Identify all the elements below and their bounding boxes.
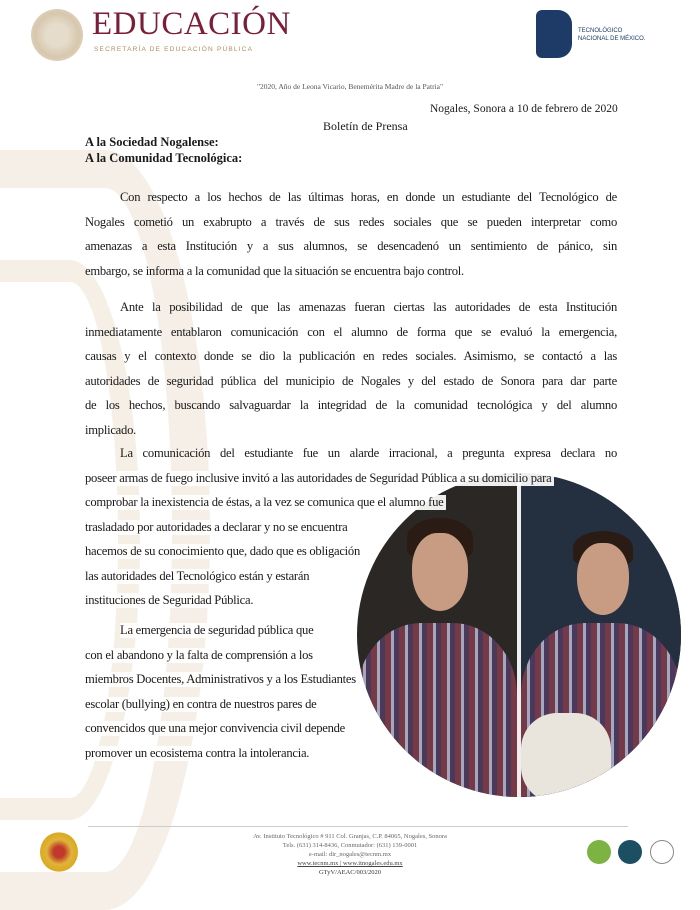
paragraph-line: promover un ecosistema contra la intolerancia. <box>85 746 312 761</box>
paragraph-line: con el abandono y la falta de comprensión a los <box>85 648 316 663</box>
edu-title: EDUCACIÓN <box>92 6 291 42</box>
footer-links[interactable]: www.tecnm.mx | www.itnogales.edu.mx <box>297 860 403 867</box>
paragraph-line: comprobar la inexistencia de éstas, a la vez se comunica que el alumno fue <box>85 495 446 510</box>
paragraph-line: causas y el contexto donde se dio la publicación en redes sociales. Asimismo, se contactó a las <box>85 349 617 363</box>
paragraph-line: inmediatamente entablaron comunicación con el alumno de forma que se evaluó la emergencia, <box>85 324 617 339</box>
footer-address: Av. Instituto Tecnológico # 911 Col. Granjas, C.P. 84065, Nogales, Sonora <box>253 833 447 840</box>
paragraph-line: miembros Docentes, Administrativos y a los Estudiantes <box>85 672 359 687</box>
date: Nogales, Sonora a 10 de febrero de 2020 <box>430 103 618 115</box>
watermark-decoration <box>0 260 140 820</box>
paragraph-line: escolar (bullying) en contra de nuestros pares de <box>85 697 320 712</box>
paragraph-line: las autoridades del Tecnológico están y estarán <box>85 569 312 584</box>
paragraph-line: Con respecto a los hechos de las últimas horas, en donde un estudiante del Tecnológico de <box>120 190 617 204</box>
footer-email: e-mail: dir_nogales@tecnm.mx <box>308 851 392 858</box>
footer-code: GTyV/AEAC/003/2020 <box>318 869 382 876</box>
paragraph-line: Nogales cometió un exabrupto a través de sus redes sociales que se pueden interpretar como <box>85 214 617 229</box>
mexico-seal-logo <box>31 9 83 61</box>
paragraph-line: trasladado por autoridades a declarar y no se encuentra <box>85 520 350 535</box>
paragraph-line: poseer armas de fuego inclusive invitó a las autoridades de Seguridad Pública a su domicilio para <box>85 471 554 486</box>
paragraph-line: de los hechos, buscando salvaguardar la integridad de la comunidad tecnológica y del alumno <box>85 398 617 412</box>
motto: "2020, Año de Leona Vicario, Benemérita Madre de la Patria" <box>256 82 444 91</box>
paragraph-line: hacemos de su conocimiento que, dado que es obligación <box>85 544 363 559</box>
document-title: Boletín de Prensa <box>323 119 408 133</box>
addressee: A la Sociedad Nogalense: <box>85 135 219 149</box>
paragraph-line: La comunicación del estudiante fue un alarde irracional, a pregunta expresa declara no <box>120 446 617 460</box>
student-photo <box>357 473 681 797</box>
footer-phones: Tels. (631) 314-8436, Conmutador: (631) 139-0001 <box>282 842 418 849</box>
addressee: A la Comunidad Tecnológica: <box>85 151 243 165</box>
edu-subtitle: SECRETARÍA DE EDUCACIÓN PÚBLICA <box>94 46 254 53</box>
tecnm-line1: TECNOLÓGICO <box>578 28 623 34</box>
paragraph-line: La emergencia de seguridad pública que <box>120 623 316 638</box>
paragraph-line: instituciones de Seguridad Pública. <box>85 593 256 608</box>
footer-divider <box>88 826 628 827</box>
tecnm-line2: NACIONAL DE MÉXICO. <box>578 36 646 42</box>
paragraph-line: autoridades de seguridad pública del municipio de Nogales y del estado de Sonora para dar parte <box>85 373 617 388</box>
paragraph-line: embargo, se informa a la comunidad que la situación se encuentra bajo control. <box>85 263 464 278</box>
certification-badge <box>587 840 611 864</box>
paragraph-line: implicado. <box>85 422 137 437</box>
tecnm-logo <box>536 10 572 58</box>
paragraph-line: Ante la posibilidad de que las amenazas fueran ciertas las autoridades de esta Institución <box>120 300 617 314</box>
photo-right <box>521 473 681 797</box>
tecnm-name <box>578 27 645 43</box>
certification-badge <box>618 840 642 864</box>
certification-badge <box>650 840 674 864</box>
paragraph-line: convencidos que una mejor convivencia civil depende <box>85 721 348 736</box>
photo-left <box>357 473 517 797</box>
paragraph-line: amenazas a esta Institución y a sus alumnos, se desencadenó un sentimiento de pánico, sin <box>85 239 617 253</box>
